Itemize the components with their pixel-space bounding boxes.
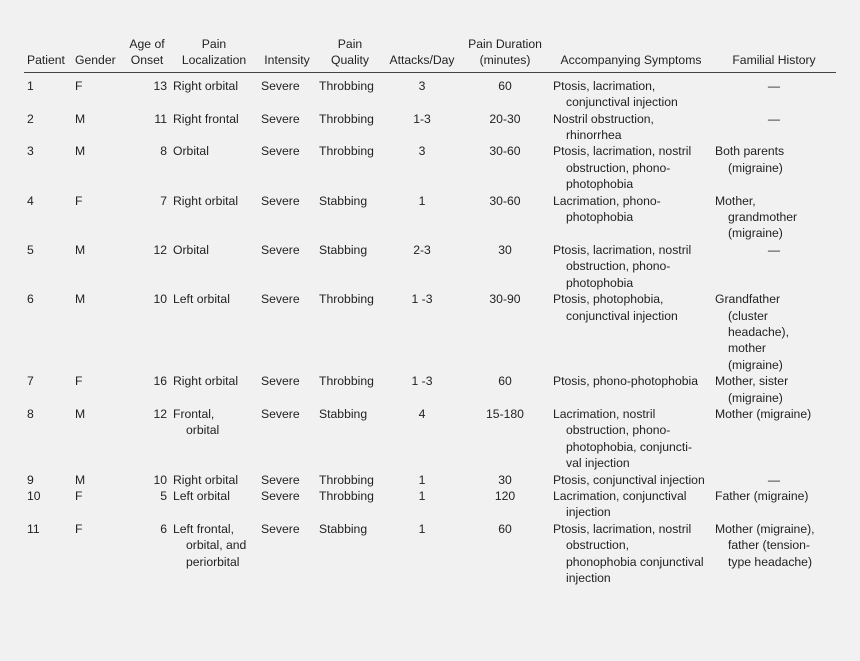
cell-intensity: Severe bbox=[261, 521, 300, 536]
cell-accompanying-symptoms-line: photophobia bbox=[566, 275, 634, 290]
cell-pain-duration: 20-30 bbox=[489, 111, 521, 126]
cell-patient: 10 bbox=[27, 488, 41, 503]
cell-familial-history-line: Both parents bbox=[715, 144, 785, 159]
cell-pain-quality: Stabbing bbox=[319, 193, 368, 208]
cell-familial-history bbox=[712, 193, 836, 242]
cell-patient: 1 bbox=[27, 78, 34, 93]
cell-accompanying-symptoms bbox=[550, 111, 712, 144]
cell-attacks-per-day: 1 bbox=[418, 488, 426, 503]
cell-gender: M bbox=[75, 144, 86, 159]
cell-accompanying-symptoms-line: conjunctival injection bbox=[566, 308, 678, 323]
cell-pain-duration: 30 bbox=[498, 242, 512, 257]
table-row bbox=[24, 373, 836, 406]
cell-familial-history-line: — bbox=[767, 78, 781, 93]
cell-pain-quality: Throbbing bbox=[319, 78, 374, 93]
cell-intensity: Severe bbox=[261, 78, 300, 93]
cell-gender: F bbox=[75, 521, 83, 536]
cell-accompanying-symptoms bbox=[550, 406, 712, 472]
cell-familial-history-line: Grandfather bbox=[715, 292, 781, 307]
cell-accompanying-symptoms-line: Lacrimation, conjunctival bbox=[553, 488, 687, 503]
cell-familial-history-line: Mother (migraine) bbox=[715, 406, 812, 421]
cell-pain-localization-line: Frontal, bbox=[173, 406, 215, 421]
cell-accompanying-symptoms-line: injection bbox=[566, 571, 611, 585]
header-intensity: Intensity bbox=[258, 36, 316, 72]
cell-pain-quality: Throbbing bbox=[319, 292, 374, 307]
cell-pain-quality: Throbbing bbox=[319, 488, 374, 503]
cell-pain-quality: Throbbing bbox=[319, 111, 374, 126]
cell-age-of-onset: 12 bbox=[153, 406, 167, 421]
cell-gender: M bbox=[75, 242, 86, 257]
cell-accompanying-symptoms-line: conjunctival injection bbox=[566, 95, 678, 110]
cell-pain-quality: Stabbing bbox=[319, 521, 368, 536]
cell-pain-localization-line: Left orbital bbox=[173, 292, 230, 307]
cell-pain-duration: 60 bbox=[498, 78, 512, 93]
cell-pain-localization bbox=[170, 406, 258, 472]
cell-pain-localization-line: Left orbital bbox=[173, 488, 230, 503]
cell-accompanying-symptoms-line: obstruction, bbox=[566, 538, 630, 553]
cell-accompanying-symptoms-line: injection bbox=[566, 505, 611, 520]
cell-gender: F bbox=[75, 78, 83, 93]
cell-attacks-per-day: 3 bbox=[418, 144, 426, 159]
cell-accompanying-symptoms bbox=[550, 242, 712, 291]
cell-familial-history-line: — bbox=[767, 111, 781, 126]
cell-intensity: Severe bbox=[261, 292, 300, 307]
cell-patient: 2 bbox=[27, 111, 34, 126]
cell-accompanying-symptoms-line: rhinorrhea bbox=[566, 128, 622, 143]
cell-pain-quality: Throbbing bbox=[319, 144, 374, 159]
table-row bbox=[24, 72, 836, 110]
cell-gender: M bbox=[75, 111, 86, 126]
cell-pain-localization-line: Right frontal bbox=[173, 111, 239, 126]
header-pain-quality: Pain Quality bbox=[316, 36, 384, 72]
header-gender: Gender bbox=[72, 36, 124, 72]
table-body bbox=[24, 72, 836, 590]
cell-gender: M bbox=[75, 292, 86, 307]
cell-patient: 11 bbox=[27, 521, 40, 536]
cell-accompanying-symptoms bbox=[550, 373, 712, 406]
cell-accompanying-symptoms bbox=[550, 291, 712, 373]
cell-accompanying-symptoms-line: Ptosis, conjunctival injection bbox=[553, 472, 705, 487]
cell-pain-localization-line: orbital bbox=[186, 423, 220, 438]
cell-accompanying-symptoms bbox=[550, 72, 712, 110]
table-row bbox=[24, 111, 836, 144]
cell-attacks-per-day: 1 bbox=[418, 193, 426, 208]
cell-pain-localization-line: Orbital bbox=[173, 242, 209, 257]
cell-familial-history bbox=[712, 406, 836, 472]
cell-familial-history-line: — bbox=[767, 242, 781, 257]
cell-pain-quality: Throbbing bbox=[319, 374, 374, 389]
cell-age-of-onset: 8 bbox=[160, 144, 167, 159]
cell-intensity: Severe bbox=[261, 111, 300, 126]
cell-attacks-per-day: 3 bbox=[418, 78, 426, 93]
cell-age-of-onset: 13 bbox=[153, 78, 167, 93]
header-attacks-per-day: Attacks/Day bbox=[384, 36, 460, 72]
cell-accompanying-symptoms bbox=[550, 521, 712, 591]
cell-pain-localization bbox=[170, 193, 258, 242]
cell-pain-localization bbox=[170, 373, 258, 406]
cell-pain-duration: 60 bbox=[498, 521, 512, 536]
cell-pain-localization-line: Right orbital bbox=[173, 374, 239, 389]
table-header bbox=[24, 36, 836, 72]
table-row bbox=[24, 143, 836, 192]
cell-familial-history bbox=[712, 373, 836, 406]
cell-intensity: Severe bbox=[261, 488, 300, 503]
header-accompanying-symptoms: Accompanying Symptoms bbox=[550, 36, 712, 72]
cell-familial-history-line: grandmother bbox=[728, 210, 798, 225]
header-patient: Patient bbox=[24, 36, 72, 72]
cell-attacks-per-day: 1 -3 bbox=[411, 374, 433, 389]
cell-pain-localization-line: Orbital bbox=[173, 144, 209, 159]
table-row bbox=[24, 488, 836, 521]
cell-pain-duration: 30 bbox=[498, 472, 512, 487]
cell-accompanying-symptoms bbox=[550, 193, 712, 242]
cell-age-of-onset: 10 bbox=[153, 292, 167, 307]
cell-intensity: Severe bbox=[261, 472, 300, 487]
cell-accompanying-symptoms bbox=[550, 472, 712, 488]
cell-accompanying-symptoms-line: Nostril obstruction, bbox=[553, 111, 654, 126]
cell-accompanying-symptoms-line: obstruction, phono- bbox=[566, 160, 671, 175]
cell-pain-quality: Stabbing bbox=[319, 242, 368, 257]
cell-accompanying-symptoms bbox=[550, 488, 712, 521]
cell-attacks-per-day: 1 bbox=[418, 521, 426, 536]
cell-pain-localization bbox=[170, 72, 258, 110]
cell-familial-history-line: (migraine) bbox=[728, 226, 783, 241]
cell-attacks-per-day: 1 bbox=[418, 472, 426, 487]
cell-familial-history-line: (cluster bbox=[728, 308, 768, 323]
header-pain-duration: Pain Duration (minutes) bbox=[460, 36, 550, 72]
cell-gender: F bbox=[75, 374, 83, 389]
cell-accompanying-symptoms-line: phonophobia conjunctival bbox=[566, 554, 704, 569]
table-row bbox=[24, 291, 836, 373]
cell-age-of-onset: 11 bbox=[154, 111, 167, 126]
cell-accompanying-symptoms-line: Ptosis, lacrimation, nostril bbox=[553, 144, 692, 159]
cell-familial-history-line: mother bbox=[728, 341, 766, 356]
cell-gender: M bbox=[75, 406, 86, 421]
cell-pain-localization-line: Right orbital bbox=[173, 472, 239, 487]
cell-familial-history-line: Father (migraine) bbox=[715, 488, 809, 503]
cell-pain-duration: 30-60 bbox=[489, 144, 521, 159]
cell-patient: 3 bbox=[27, 144, 34, 159]
cell-accompanying-symptoms-line: Ptosis, photophobia, bbox=[553, 292, 664, 307]
cell-pain-duration: 30-60 bbox=[489, 193, 521, 208]
cell-patient: 6 bbox=[27, 292, 34, 307]
cell-pain-quality: Throbbing bbox=[319, 472, 374, 487]
cell-familial-history-line: (migraine) bbox=[728, 357, 783, 372]
cell-familial-history bbox=[712, 521, 836, 591]
cell-familial-history bbox=[712, 488, 836, 521]
cell-attacks-per-day: 1 -3 bbox=[411, 292, 433, 307]
cell-pain-localization bbox=[170, 291, 258, 373]
cell-familial-history-line: — bbox=[767, 472, 781, 487]
cell-pain-localization bbox=[170, 242, 258, 291]
cell-patient: 7 bbox=[27, 374, 34, 389]
cell-accompanying-symptoms-line: Lacrimation, phono- bbox=[553, 193, 661, 208]
cell-accompanying-symptoms-line: Ptosis, lacrimation, bbox=[553, 78, 656, 93]
cell-familial-history bbox=[712, 72, 836, 110]
cell-intensity: Severe bbox=[261, 242, 300, 257]
cell-familial-history-line: Mother, bbox=[715, 193, 756, 208]
patient-characteristics-table bbox=[24, 36, 836, 590]
cell-familial-history-line: father (tension- bbox=[728, 538, 810, 553]
cell-pain-localization bbox=[170, 472, 258, 488]
cell-familial-history bbox=[712, 472, 836, 488]
cell-pain-localization bbox=[170, 143, 258, 192]
cell-patient: 4 bbox=[27, 193, 34, 208]
cell-pain-quality: Stabbing bbox=[319, 406, 368, 421]
cell-accompanying-symptoms-line: Lacrimation, nostril bbox=[553, 406, 656, 421]
header-pain-localization: Pain Localization bbox=[170, 36, 258, 72]
cell-attacks-per-day: 4 bbox=[418, 406, 426, 421]
cell-accompanying-symptoms-line: val injection bbox=[566, 456, 630, 471]
cell-familial-history bbox=[712, 291, 836, 373]
cell-familial-history-line: Mother, sister bbox=[715, 374, 789, 389]
cell-gender: F bbox=[75, 488, 83, 503]
header-age-of-onset: Age of Onset bbox=[124, 36, 170, 72]
cell-familial-history bbox=[712, 143, 836, 192]
cell-pain-localization-line: Right orbital bbox=[173, 78, 239, 93]
header-familial-history: Familial History bbox=[712, 36, 836, 72]
cell-age-of-onset: 5 bbox=[160, 488, 167, 503]
cell-familial-history bbox=[712, 111, 836, 144]
cell-pain-localization-line: orbital, and bbox=[186, 538, 247, 553]
cell-age-of-onset: 10 bbox=[153, 472, 167, 487]
cell-pain-duration: 120 bbox=[494, 488, 516, 503]
cell-pain-localization-line: Right orbital bbox=[173, 193, 239, 208]
cell-pain-localization-line: Left frontal, bbox=[173, 521, 234, 536]
cell-attacks-per-day: 1-3 bbox=[413, 111, 431, 126]
cell-pain-duration: 30-90 bbox=[489, 292, 521, 307]
cell-accompanying-symptoms-line: Ptosis, lacrimation, nostril bbox=[553, 521, 692, 536]
cell-accompanying-symptoms bbox=[550, 143, 712, 192]
cell-pain-duration: 15-180 bbox=[486, 406, 524, 421]
cell-accompanying-symptoms-line: photophobia bbox=[566, 210, 634, 225]
cell-patient: 8 bbox=[27, 406, 34, 421]
cell-accompanying-symptoms-line: obstruction, phono- bbox=[566, 423, 671, 438]
table-row bbox=[24, 472, 836, 488]
cell-pain-localization bbox=[170, 488, 258, 521]
cell-intensity: Severe bbox=[261, 406, 300, 421]
cell-attacks-per-day: 2-3 bbox=[413, 242, 431, 257]
cell-intensity: Severe bbox=[261, 374, 300, 389]
cell-familial-history-line: headache), bbox=[728, 324, 789, 339]
cell-accompanying-symptoms-line: obstruction, phono- bbox=[566, 259, 671, 274]
cell-accompanying-symptoms-line: Ptosis, phono-photophobia bbox=[553, 374, 699, 389]
cell-intensity: Severe bbox=[261, 193, 300, 208]
cell-pain-duration: 60 bbox=[498, 374, 512, 389]
cell-familial-history-line: type headache) bbox=[728, 554, 813, 569]
table-row bbox=[24, 193, 836, 242]
cell-familial-history-line: (migraine) bbox=[728, 390, 783, 405]
cell-familial-history-line: (migraine) bbox=[728, 160, 783, 175]
cell-patient: 9 bbox=[27, 472, 34, 487]
cell-pain-localization bbox=[170, 521, 258, 591]
table-row bbox=[24, 521, 836, 591]
cell-intensity: Severe bbox=[261, 144, 300, 159]
cell-familial-history-line: Mother (migraine), bbox=[715, 521, 815, 536]
table-row bbox=[24, 406, 836, 472]
cell-accompanying-symptoms-line: photophobia, conjuncti- bbox=[566, 439, 693, 454]
patient-table-container bbox=[24, 36, 836, 590]
cell-gender: M bbox=[75, 472, 86, 487]
cell-pain-localization bbox=[170, 111, 258, 144]
cell-accompanying-symptoms-line: Ptosis, lacrimation, nostril bbox=[553, 242, 692, 257]
cell-gender: F bbox=[75, 193, 83, 208]
cell-patient: 5 bbox=[27, 242, 34, 257]
cell-age-of-onset: 12 bbox=[153, 242, 167, 257]
cell-pain-localization-line: periorbital bbox=[186, 554, 240, 569]
cell-familial-history bbox=[712, 242, 836, 291]
cell-age-of-onset: 7 bbox=[160, 193, 167, 208]
cell-age-of-onset: 6 bbox=[160, 521, 167, 536]
table-row bbox=[24, 242, 836, 291]
cell-accompanying-symptoms-line: photophobia bbox=[566, 177, 634, 192]
cell-age-of-onset: 16 bbox=[153, 374, 167, 389]
